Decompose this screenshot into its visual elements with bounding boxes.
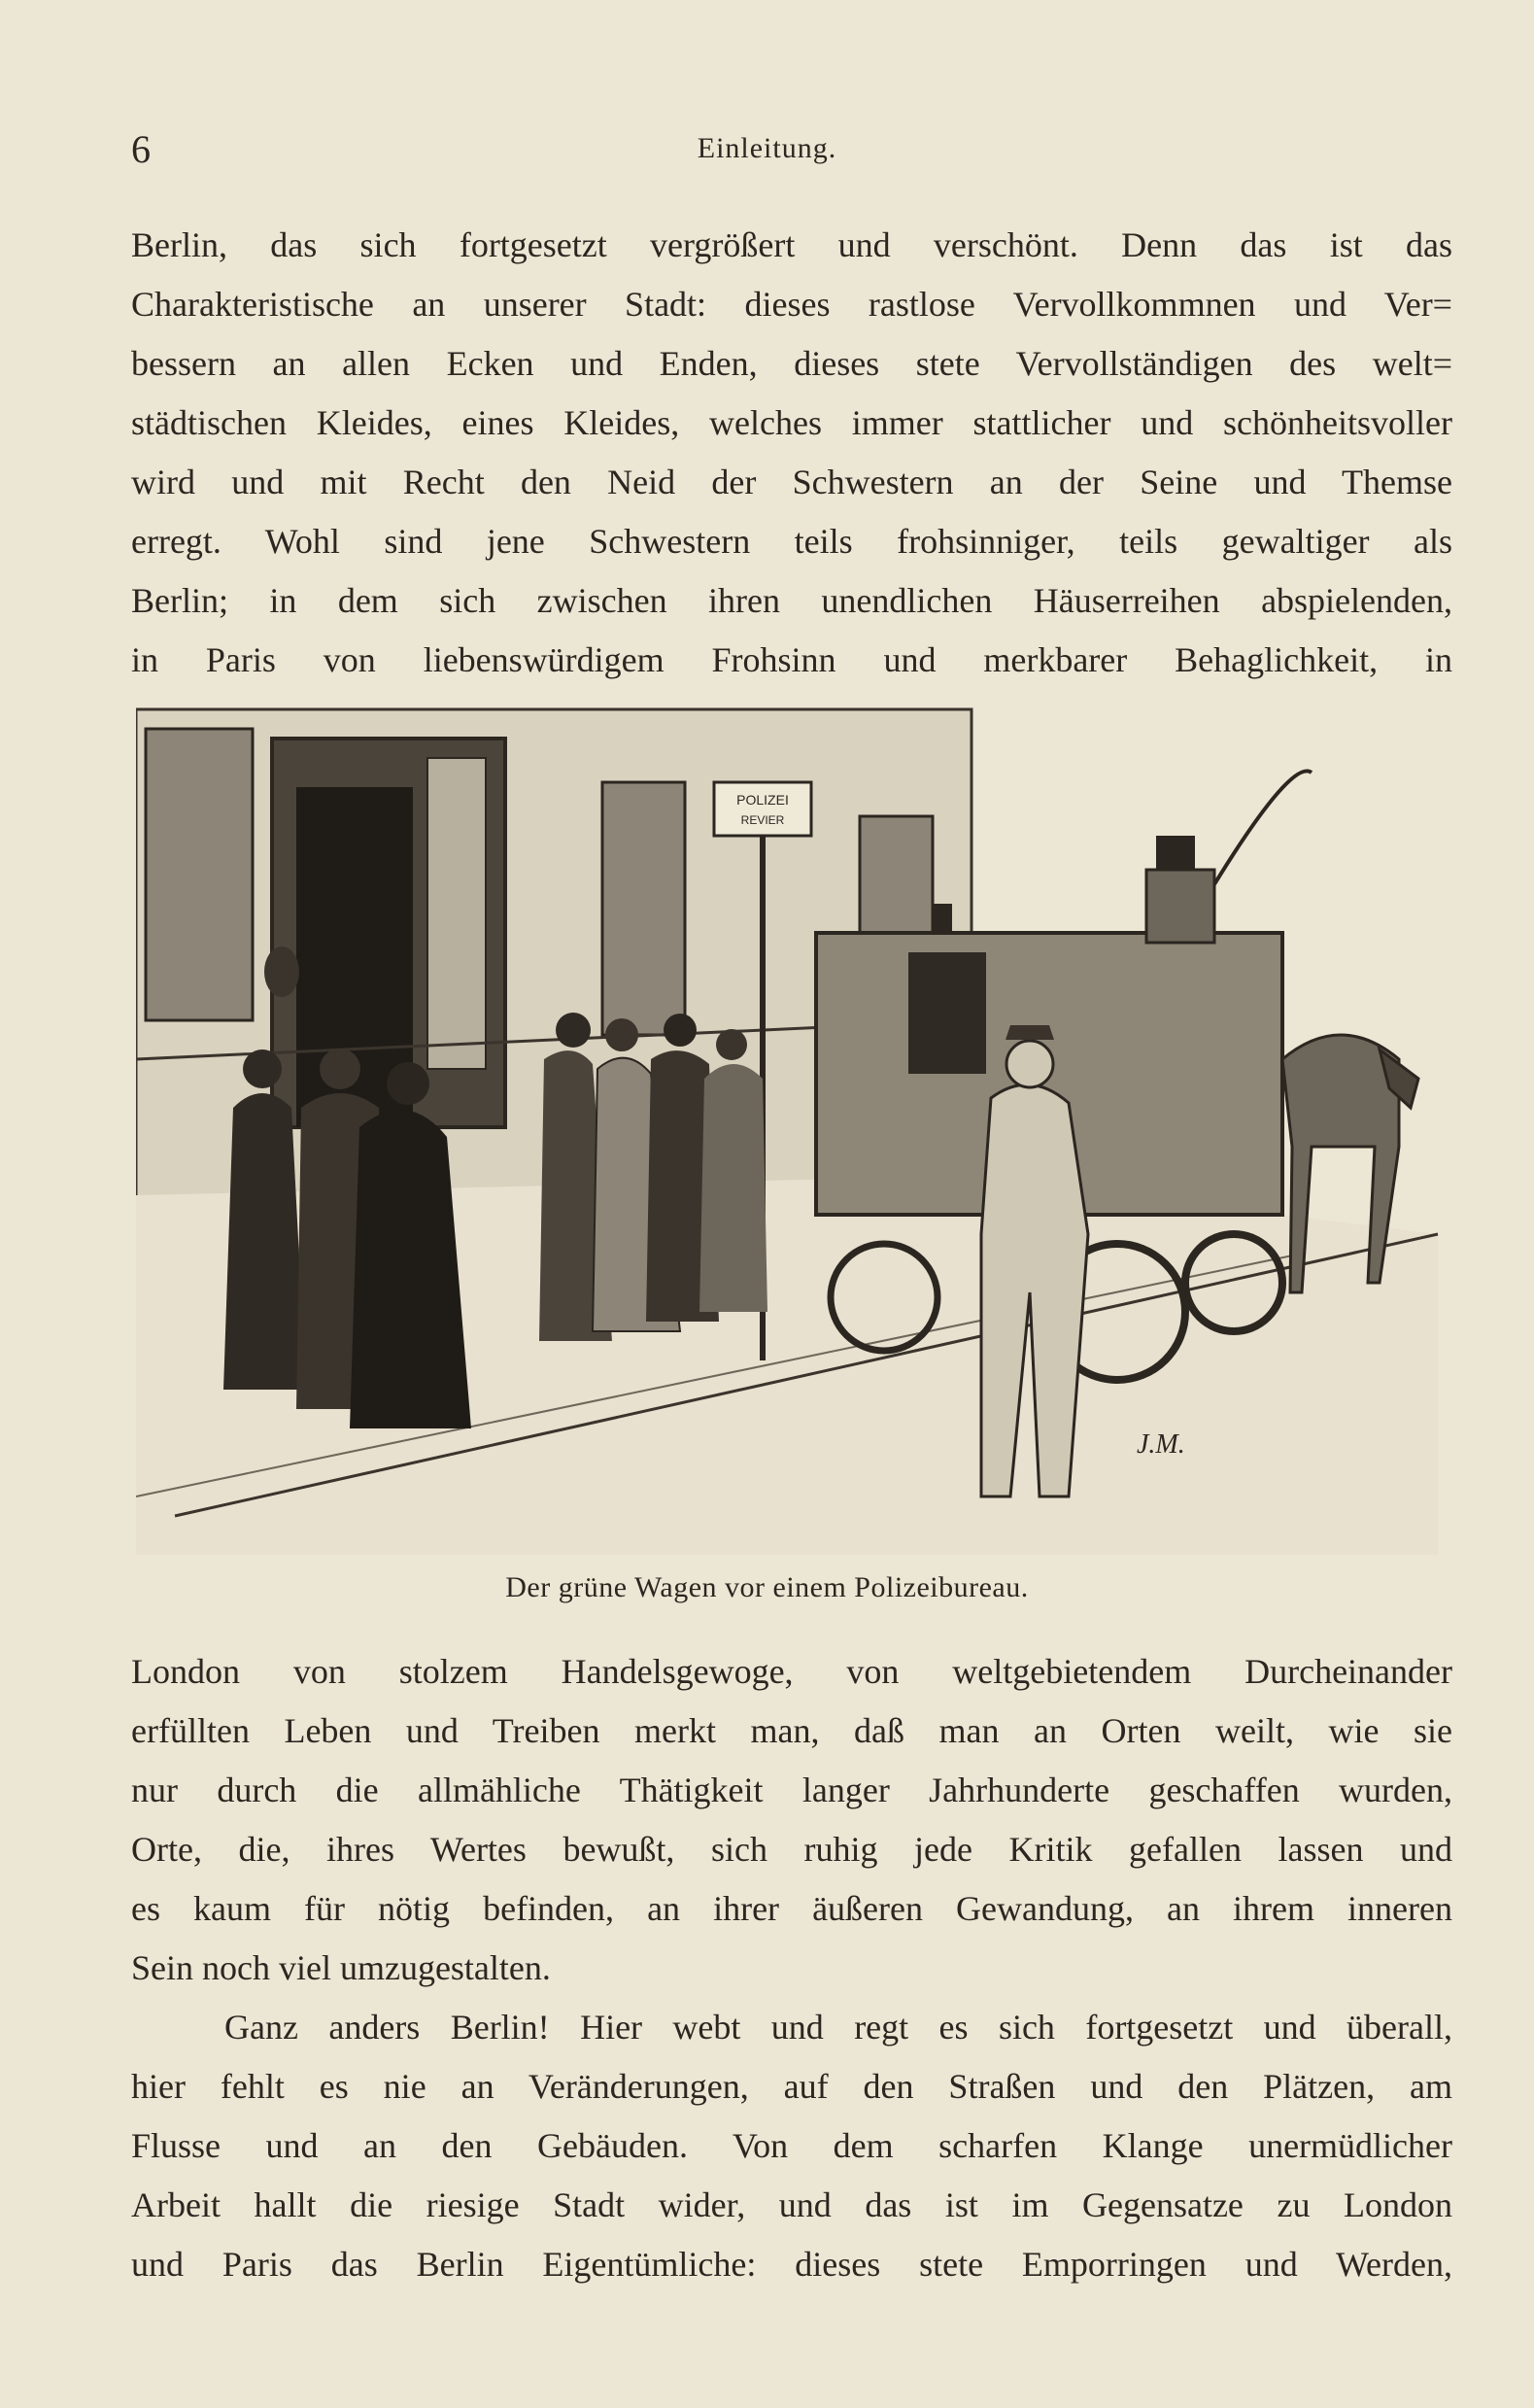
text-line: Berlin; in dem sich zwischen ihren unendlichen Häuserreihen abspielenden, — [131, 581, 1452, 620]
text-line: bessern an allen Ecken und Enden, dieses stete Vervollständigen des welt= — [131, 344, 1452, 383]
illustration — [136, 690, 1477, 1555]
text-line: Ganz anders Berlin! Hier webt und regt es sich fortgesetzt und überall, — [224, 2008, 1452, 2047]
text-line: hier fehlt es nie an Veränderungen, auf den Straßen und den Plätzen, am — [131, 2067, 1452, 2106]
text-line: Orte, die, ihres Wertes bewußt, sich ruhig jede Kritik gefallen lassen und — [131, 1830, 1452, 1869]
paragraph-2 — [131, 1642, 1452, 2294]
text-line: London von stolzem Handelsgewoge, von weltgebietendem Durcheinander — [131, 1652, 1452, 1691]
figure-caption: Der grüne Wagen vor einem Polizeibureau. — [505, 1571, 1029, 1603]
text-line: es kaum für nötig befinden, an ihrer äußeren Gewandung, an ihrem inneren — [131, 1889, 1452, 1928]
text-line: in Paris von liebenswürdigem Frohsinn und merkbarer Behaglichkeit, in — [131, 640, 1452, 679]
text-line: und Paris das Berlin Eigentümliche: dieses stete Emporringen und Werden, — [131, 2245, 1452, 2284]
text-line: Arbeit hallt die riesige Stadt wider, und das ist im Gegensatze zu London — [131, 2185, 1452, 2224]
text-line: erfüllten Leben und Treiben merkt man, daß man an Orten weilt, wie sie — [131, 1711, 1452, 1750]
engraving-police-wagon — [136, 690, 1477, 1555]
svg-text:REVIER: REVIER — [740, 813, 785, 827]
text-line: Flusse und an den Gebäuden. Von dem scharfen Klange unermüdlicher — [131, 2126, 1452, 2165]
paragraph-1 — [131, 216, 1452, 690]
text-line: Berlin, das sich fortgesetzt vergrößert und verschönt. Denn das ist das — [131, 225, 1452, 264]
sign-text: POLIZEI — [736, 792, 789, 808]
text-line: Sein noch viel umzugestalten. — [131, 1948, 551, 1987]
text-line: städtischen Kleides, eines Kleides, welches immer stattlicher und schönheitsvoller — [131, 403, 1452, 442]
text-line: Charakteristische an unserer Stadt: dieses rastlose Vervollkommnen und Ver= — [131, 285, 1452, 324]
artist-signature: J.M. — [1137, 1429, 1185, 1460]
text-line: nur durch die allmähliche Thätigkeit langer Jahrhunderte geschaffen wurden, — [131, 1771, 1452, 1809]
running-head: Einleitung. — [697, 132, 837, 164]
text-line: erregt. Wohl sind jene Schwestern teils frohsinniger, teils gewaltiger als — [131, 522, 1452, 561]
page-number: 6 — [131, 127, 151, 171]
text-line: wird und mit Recht den Neid der Schwestern an der Seine und Themse — [131, 463, 1452, 501]
